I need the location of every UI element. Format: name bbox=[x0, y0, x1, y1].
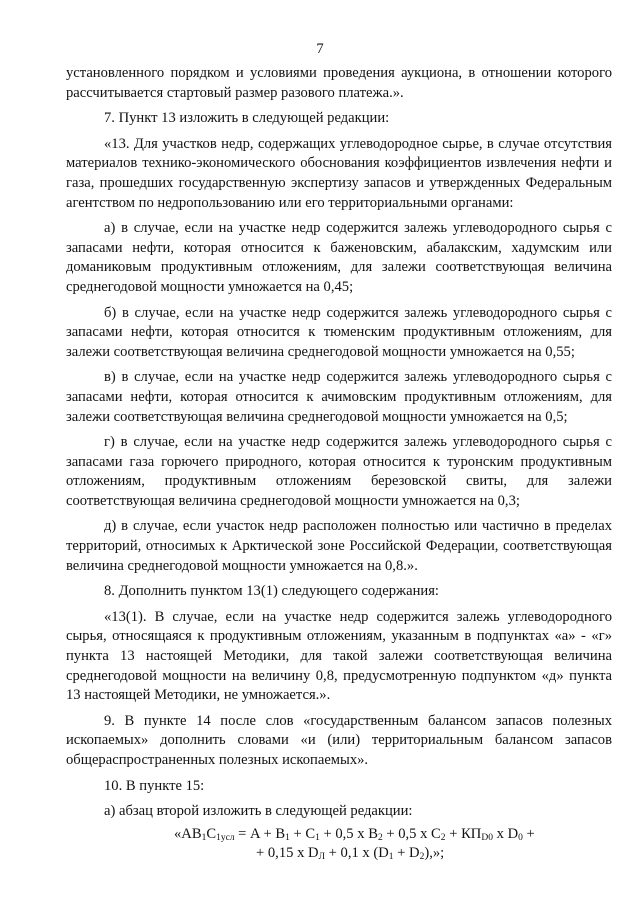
paragraph-item-8: 8. Дополнить пунктом 13(1) следующего содержания: bbox=[104, 583, 439, 600]
paragraph-continuation: установленного порядком и условиями проведения аукциона, в отношении которого рассчитывается стартовый размер разового платежа.». bbox=[66, 65, 612, 101]
paragraph-item-7: 7. Пункт 13 изложить в следующей редакции: bbox=[104, 110, 390, 127]
paragraph-subpoint-b: б) в случае, если на участке недр содержится залежь углеводородного сырья с запасами нефти, которая относится к тюменским продуктивным отложениям, для залежи соответствующая величина среднегодовой мощности умножается на 0,55; bbox=[66, 304, 612, 360]
paragraph-subpoint-d: д) в случае, если участок недр расположен полностью или частично в пределах территорий, относимых к Арктической зоне Российской Федерации, соответствующая величина среднегодовой мощности умножается на 0,8.». bbox=[66, 518, 612, 574]
formula-line-2: + 0,15 x $D_Л + 0,1$ x $(D_1 + D_2)$,»; bbox=[256, 845, 445, 863]
paragraph-subpoint-g: г) в случае, если на участке недр содержится залежь углеводородного сырья с запасами газа горючего природного, которая относится к туронским продуктивным отложениям, продуктивным отложениям березовской свиты, для залежи соответствующая величина среднегодовой мощности умножается на 0,3; bbox=[66, 434, 612, 509]
paragraph-subpoint-a: а) в случае, если на участке недр содержится залежь углеводородного сырья с запасами нефти, которая относится к баженовским, абалакским, хадумским или доманиковым продуктивным отложениям, для залежи соответствующая величина среднегодовой мощности умножается на 0,45; bbox=[66, 220, 612, 295]
formula-line-1: «$AB_1C_{1усл} = A + B_1 + C_1 + 0,5$ x $B_2 + 0,5$ x $C_2 + КП_{D0}$ x $D_0$ + bbox=[174, 825, 535, 843]
paragraph-item-10a: а) абзац второй изложить в следующей редакции: bbox=[104, 803, 413, 820]
page-number: 7 bbox=[316, 41, 324, 57]
document-body bbox=[66, 64, 612, 864]
paragraph-point-13: «13. Для участков недр, содержащих углеводородное сырье, в случае отсутствия материалов технико-экономического обоснования коэффициентов извлечения нефти и газа, прошедших государственную экспертизу запасов и утвержденных Федеральным агентством по недропользованию или его территориальными органами: bbox=[66, 135, 612, 211]
paragraph-subpoint-v: в) в случае, если на участке недр содержится залежь углеводородного сырья с запасами нефти, которая относится к ачимовским продуктивным отложениям, для залежи соответствующая величина среднегодовой мощности умножается на 0,5; bbox=[66, 369, 612, 425]
paragraph-point-13-1: «13(1). В случае, если на участке недр содержится залежь углеводородного сырья, относящаяся к продуктивным отложениям, указанным в подпунктах «а» - «г» пункта 13 настоящей Методики, для такой залежи соответствующая величина среднегодовой мощности на величину 0,8, предусмотренную подпунктом «д» пункта 13 настоящей Методики, не умножается.». bbox=[66, 608, 612, 704]
paragraph-item-9: 9. В пункте 14 после слов «государственным балансом запасов полезных ископаемых» дополнить словами «и (или) территориальным балансом запасов общераспространенных полезных ископаемых». bbox=[66, 712, 612, 768]
paragraph-item-10: 10. В пункте 15: bbox=[104, 777, 205, 794]
formula bbox=[66, 825, 612, 864]
